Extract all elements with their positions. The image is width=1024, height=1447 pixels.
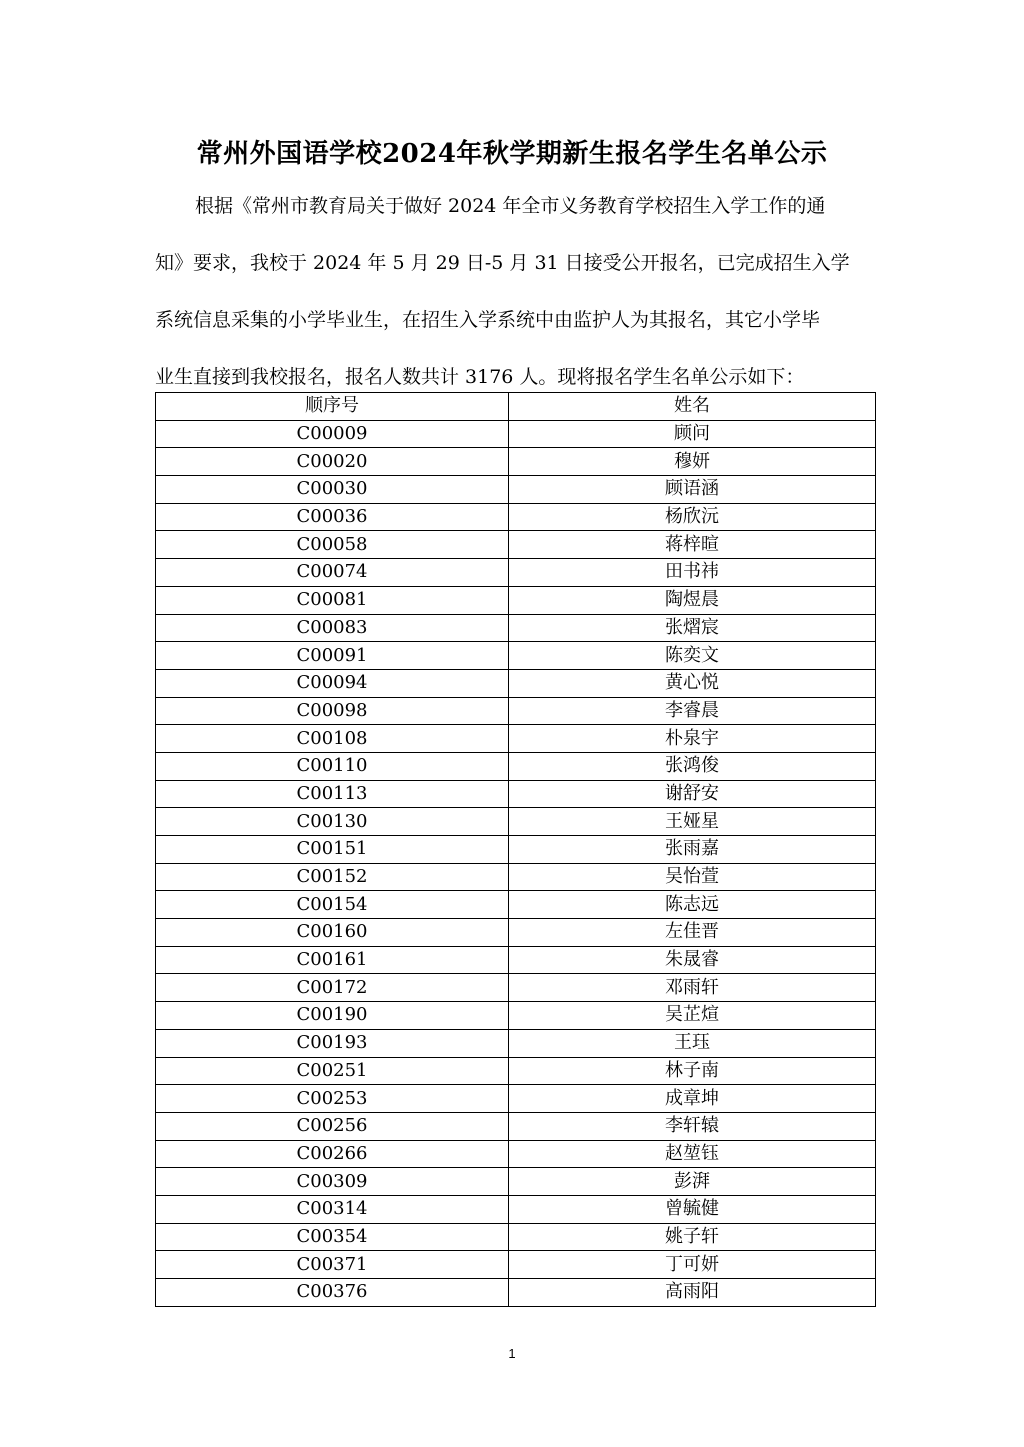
student-name-cell: 丁可妍 <box>509 1251 876 1279</box>
student-name-cell: 黄心悦 <box>509 669 876 697</box>
table-row <box>156 531 876 559</box>
intro-line: 根据《常州市教育局关于做好 2024 年全市义务教育学校招生入学工作的通 <box>195 195 826 217</box>
serial-cell: C00266 <box>156 1140 509 1168</box>
serial-cell: C00113 <box>156 780 509 808</box>
serial-cell: C00371 <box>156 1251 509 1279</box>
student-name-cell: 杨欣沅 <box>509 503 876 531</box>
table-row <box>156 1057 876 1085</box>
table-row <box>156 1279 876 1307</box>
intro-line: 系统信息采集的小学毕业生，在招生入学系统中由监护人为其报名，其它小学毕 <box>155 309 821 331</box>
student-name-cell: 张雨嘉 <box>509 836 876 864</box>
student-name-cell: 左佳晋 <box>509 919 876 947</box>
student-name-cell: 顾语涵 <box>509 476 876 504</box>
table-row <box>156 1085 876 1113</box>
student-name-cell: 陈志远 <box>509 891 876 919</box>
serial-cell: C00376 <box>156 1279 509 1307</box>
student-name-cell: 李睿晨 <box>509 697 876 725</box>
serial-cell: C00083 <box>156 614 509 642</box>
table-row <box>156 1029 876 1057</box>
serial-cell: C00256 <box>156 1112 509 1140</box>
student-name-cell: 彭湃 <box>509 1168 876 1196</box>
student-roster-table <box>155 392 876 1307</box>
student-name-cell: 姚子轩 <box>509 1223 876 1251</box>
serial-cell: C00152 <box>156 863 509 891</box>
serial-cell: C00110 <box>156 752 509 780</box>
serial-cell: C00253 <box>156 1085 509 1113</box>
student-name-cell: 王娅星 <box>509 808 876 836</box>
student-name-cell: 吴芷煊 <box>509 1002 876 1030</box>
column-header-name: 姓名 <box>509 393 876 421</box>
page-title: 常州外国语学校2024年秋学期新生报名学生名单公示 <box>196 139 828 169</box>
serial-cell: C00081 <box>156 586 509 614</box>
student-name-cell: 田书祎 <box>509 559 876 587</box>
serial-cell: C00108 <box>156 725 509 753</box>
student-name-cell: 高雨阳 <box>509 1279 876 1307</box>
serial-cell: C00190 <box>156 1002 509 1030</box>
table-row <box>156 697 876 725</box>
serial-cell: C00154 <box>156 891 509 919</box>
table-row <box>156 559 876 587</box>
student-name-cell: 赵堃钰 <box>509 1140 876 1168</box>
table-header-row <box>156 393 876 421</box>
student-name-cell: 林子南 <box>509 1057 876 1085</box>
student-name-cell: 顾问 <box>509 420 876 448</box>
student-name-cell: 陈奕文 <box>509 642 876 670</box>
serial-cell: C00130 <box>156 808 509 836</box>
student-name-cell: 蒋梓暄 <box>509 531 876 559</box>
serial-cell: C00094 <box>156 669 509 697</box>
table-row <box>156 476 876 504</box>
intro-line: 知》要求，我校于 2024 年 5 月 29 日-5 月 31 日接受公开报名，已完成招生入学 <box>155 252 850 274</box>
serial-cell: C00074 <box>156 559 509 587</box>
student-name-cell: 谢舒安 <box>509 780 876 808</box>
student-name-cell: 曾毓健 <box>509 1195 876 1223</box>
student-name-cell: 王珏 <box>509 1029 876 1057</box>
table-row <box>156 1168 876 1196</box>
table-row <box>156 974 876 1002</box>
student-name-cell: 穆妍 <box>509 448 876 476</box>
table-row <box>156 780 876 808</box>
table-row <box>156 1112 876 1140</box>
serial-cell: C00098 <box>156 697 509 725</box>
student-name-cell: 吴怡萱 <box>509 863 876 891</box>
student-name-cell: 张鸿俊 <box>509 752 876 780</box>
serial-cell: C00309 <box>156 1168 509 1196</box>
table-row <box>156 1251 876 1279</box>
table-row <box>156 614 876 642</box>
serial-cell: C00020 <box>156 448 509 476</box>
table-row <box>156 919 876 947</box>
table-row <box>156 420 876 448</box>
table-row <box>156 863 876 891</box>
table-row <box>156 669 876 697</box>
table-row <box>156 642 876 670</box>
table-row <box>156 586 876 614</box>
table-row <box>156 891 876 919</box>
table-row <box>156 503 876 531</box>
table-row <box>156 1195 876 1223</box>
table-row <box>156 946 876 974</box>
table-row <box>156 1223 876 1251</box>
student-name-cell: 朴泉宇 <box>509 725 876 753</box>
serial-cell: C00036 <box>156 503 509 531</box>
serial-cell: C00030 <box>156 476 509 504</box>
serial-cell: C00151 <box>156 836 509 864</box>
page-number: 1 <box>508 1346 516 1361</box>
intro-paragraph <box>155 178 875 406</box>
table-row <box>156 752 876 780</box>
serial-cell: C00172 <box>156 974 509 1002</box>
serial-cell: C00160 <box>156 919 509 947</box>
student-name-cell: 朱晟睿 <box>509 946 876 974</box>
serial-cell: C00354 <box>156 1223 509 1251</box>
student-name-cell: 陶煜晨 <box>509 586 876 614</box>
student-name-cell: 成章坤 <box>509 1085 876 1113</box>
student-name-cell: 李轩辕 <box>509 1112 876 1140</box>
serial-cell: C00251 <box>156 1057 509 1085</box>
serial-cell: C00058 <box>156 531 509 559</box>
table-row <box>156 1140 876 1168</box>
serial-cell: C00009 <box>156 420 509 448</box>
intro-line: 业生直接到我校报名，报名人数共计 3176 人。现将报名学生名单公示如下： <box>155 366 805 388</box>
serial-cell: C00091 <box>156 642 509 670</box>
student-name-cell: 邓雨轩 <box>509 974 876 1002</box>
serial-cell: C00193 <box>156 1029 509 1057</box>
student-name-cell: 张熠宸 <box>509 614 876 642</box>
table-row <box>156 808 876 836</box>
serial-cell: C00314 <box>156 1195 509 1223</box>
table-row <box>156 448 876 476</box>
table-row <box>156 1002 876 1030</box>
serial-cell: C00161 <box>156 946 509 974</box>
column-header-serial: 顺序号 <box>156 393 509 421</box>
table-row <box>156 836 876 864</box>
table-body <box>156 420 876 1306</box>
table-row <box>156 725 876 753</box>
